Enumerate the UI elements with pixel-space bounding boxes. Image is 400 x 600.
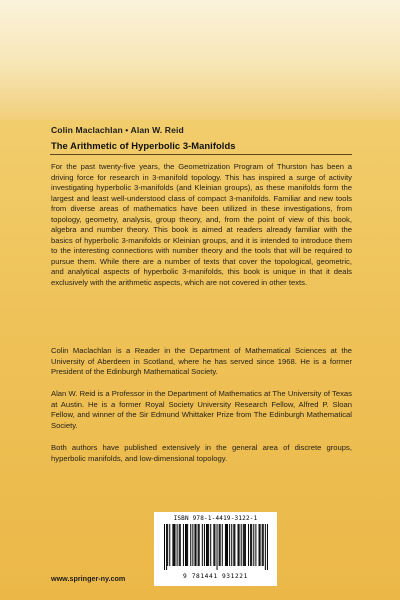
barcode-bar: [179, 524, 180, 566]
barcode-bar: [251, 524, 252, 566]
barcode-bar: [259, 524, 260, 566]
barcode-bar: [265, 524, 266, 570]
barcode-bar: [226, 524, 227, 566]
barcode-bar: [183, 524, 184, 566]
barcode-bar: [177, 524, 178, 566]
barcode-bar: [248, 524, 249, 566]
barcode-bar: [172, 524, 173, 566]
barcode-bar: [229, 524, 230, 566]
barcode-bar: [238, 524, 239, 566]
barcode-bar: [207, 524, 208, 566]
barcode-bar: [164, 524, 165, 570]
barcode-bar: [213, 524, 214, 566]
barcode-bar: [202, 524, 203, 566]
barcode-bar: [245, 524, 246, 566]
barcode-bar: [231, 524, 232, 566]
barcode-bar: [220, 524, 221, 566]
barcode-bar: [194, 524, 195, 566]
barcode-bar: [198, 524, 199, 566]
barcode-bar: [262, 524, 263, 566]
barcode-bar: [214, 524, 215, 566]
barcode-bar: [267, 524, 268, 570]
barcode-bar: [190, 524, 191, 566]
barcode-bar: [187, 524, 188, 566]
authors-line: Colin Maclachlan • Alan W. Reid: [51, 125, 184, 135]
barcode-label: [154, 512, 277, 586]
barcode-bar: [185, 524, 186, 566]
barcode-bar: [253, 524, 254, 566]
book-title: The Arithmetic of Hyperbolic 3-Manifolds: [51, 140, 236, 151]
author-bio-maclachlan: Colin Maclachlan is a Reader in the Department of Mathematical Sciences at the University of Aberdeen in Scotland, where he has served since 1968. He is a former President of the Edinburgh Mathematical Society.: [51, 346, 352, 377]
barcode-bar: [208, 524, 209, 566]
barcode-bar: [192, 524, 193, 566]
barcode-bar: [169, 524, 170, 566]
barcode-bar: [255, 524, 256, 566]
isbn-text: ISBN 978-1-4419-3122-1: [173, 515, 258, 522]
barcode-bar: [175, 524, 176, 566]
barcode-bar: [217, 524, 218, 570]
barcode-bar: [167, 524, 168, 566]
barcode-bar: [219, 524, 220, 566]
author-bio-reid: Alan W. Reid is a Professor in the Department of Mathematics at The University of Texas at Austin. He is a former Royal Society University Research Fellow, Alfred P. Sloan Fellow, and winner of the Sir Edmund Whittaker Prize from The Edinburgh Mathematical Society.: [51, 389, 352, 430]
barcode-bar: [233, 524, 234, 566]
barcode-bar: [196, 524, 197, 566]
barcode-bar: [243, 524, 244, 566]
barcode-bar: [260, 524, 261, 566]
barcode-bar: [241, 524, 242, 566]
barcode-bar: [244, 524, 245, 566]
barcode-bar: [180, 524, 181, 566]
barcode-bar: [166, 524, 167, 570]
title-divider: [50, 154, 352, 155]
barcode-bar: [250, 524, 251, 566]
barcode-bar: [204, 524, 205, 566]
barcode-bar: [225, 524, 226, 566]
barcode-bar: [263, 524, 264, 566]
barcode-bar: [234, 524, 235, 566]
barcode-bar: [222, 524, 223, 566]
barcode-bar: [186, 524, 187, 566]
authors-publications: Both authors have published extensively in the general area of discrete groups, hyperbolic manifolds, and low-dimensional topology.: [51, 443, 352, 463]
barcode-bar: [227, 524, 228, 566]
cover-top-band: [0, 0, 400, 120]
barcode-digits: 9 781441 931221: [183, 573, 248, 580]
barcode-bar: [239, 524, 240, 566]
publisher-website: www.springer-ny.com: [51, 574, 126, 583]
barcode-bar: [173, 524, 174, 566]
description-paragraph: For the past twenty-five years, the Geometrization Program of Thurston has been a driving force for research in 3-manifold topology. This has inspired a surge of activity investigating hyperbolic 3-manifolds (and Kleinian groups), as these manifolds form the largest and least well-understood class of compact 3-manifolds. Familiar and new tools from diverse areas of mathematics have been utilized in these investigations, from topology, geometry, analysis, group theory, and, from the point of view of this book, algebra and number theory. This book is aimed at readers already familiar with the basics of hyperbolic 3-manifolds or Kleinian groups, and it is intended to introduce them to the interesting connections with number theory and the tools that will be required to pursue them. While there are a number of texts that cover the topological, geometric, and analytical aspects of hyperbolic 3-manifolds, this book is unique in that it deals exclusively with the arithmetic aspects, which are not covered in other texts.: [51, 162, 352, 288]
barcode-bar: [199, 524, 200, 566]
barcode-icon: [164, 524, 268, 570]
barcode-bar: [206, 524, 207, 566]
barcode-bar: [210, 524, 211, 566]
